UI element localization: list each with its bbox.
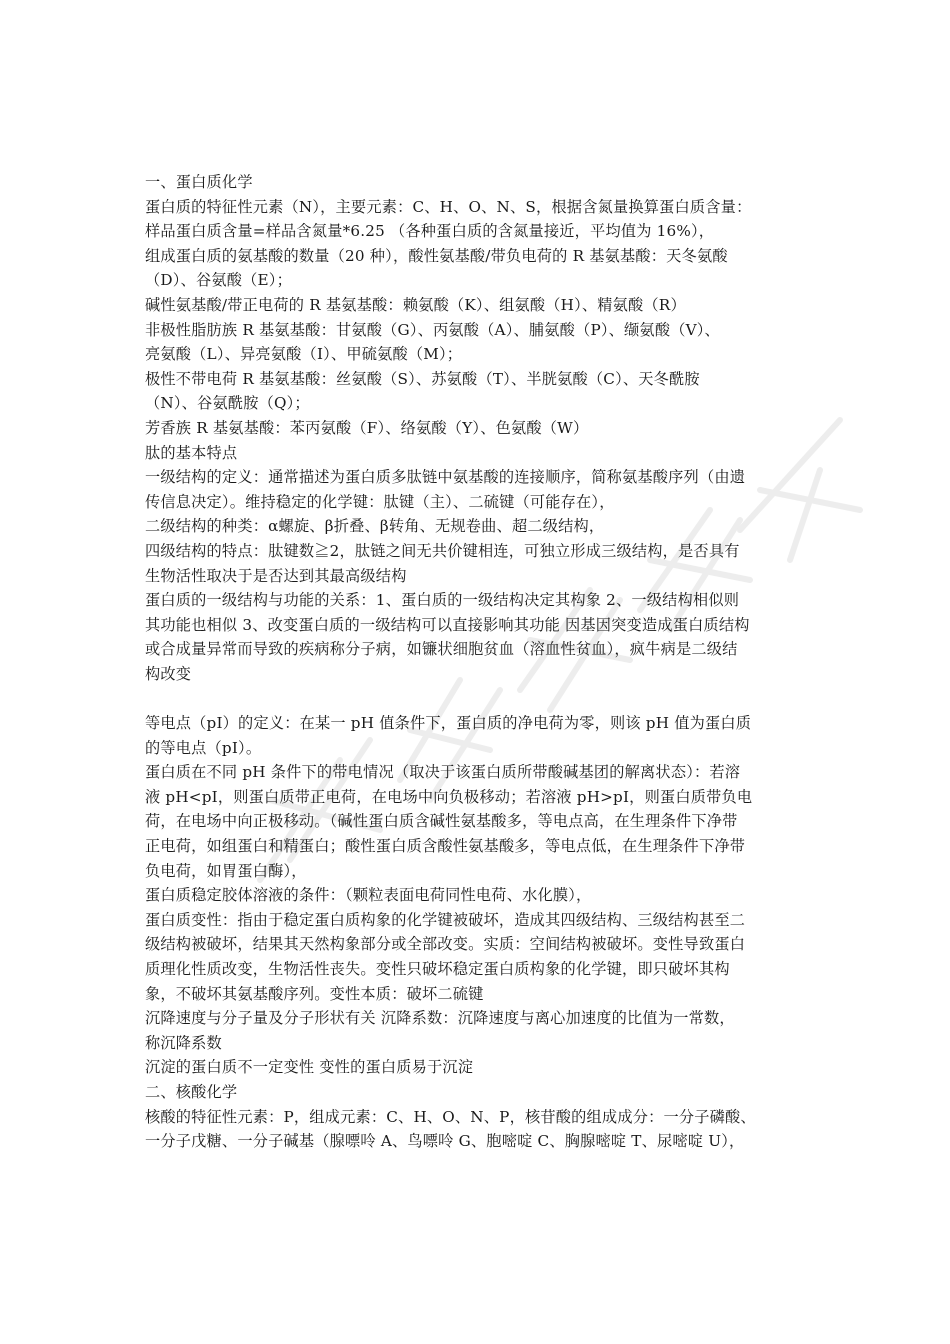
text-line: 沉淀的蛋白质不一定变性 变性的蛋白质易于沉淀 [145, 1058, 474, 1077]
text-line: 负电荷，如胃蛋白酶）， [145, 861, 307, 880]
text-line: 亮氨酸（L）、异亮氨酸（I）、甲硫氨酸（M）； [145, 345, 463, 364]
text-line: 级结构被破坏，结果其天然构象部分或全部改变。实质：空间结构被破坏。变性导致蛋白 [145, 935, 746, 954]
text-line: 非极性脂肪族 R 基氨基酸：甘氨酸（G）、丙氨酸（A）、脯氨酸（P）、缬氨酸（V）、 [145, 320, 720, 339]
text-line: 象，不破坏其氨基酸序列。变性本质：破坏二硫键 [145, 984, 484, 1003]
text-line: 蛋白质稳定胶体溶液的条件：（颗粒表面电荷同性电荷、水化膜）， [145, 886, 592, 905]
text-line: 蛋白质在不同 pH 条件下的带电情况（取决于该蛋白质所带酸碱基团的解离状态）：若溶 [145, 763, 741, 782]
text-line: 蛋白质变性：指由于稳定蛋白质构象的化学键被破坏，造成其四级结构、三级结构甚至二 [145, 910, 746, 929]
text-line: 一、蛋白质化学 [145, 173, 253, 191]
text-line: 碱性氨基酸/带正电荷的 R 基氨基酸：赖氨酸（K）、组氨酸（H）、精氨酸（R） [145, 295, 686, 314]
text-line: 肽的基本特点 [145, 443, 238, 462]
text-line: （N）、谷氨酰胺（Q）； [145, 394, 310, 413]
text-line: 构改变 [145, 664, 192, 683]
text-line: 生物活性取决于是否达到其最高级结构 [145, 566, 407, 585]
text-line: 极性不带电荷 R 基氨基酸：丝氨酸（S）、苏氨酸（T）、半胱氨酸（C）、天冬酰胺 [145, 369, 700, 388]
text-line: 荷，在电场中向正极移动。（碱性蛋白质含碱性氨基酸多，等电点高，在生理条件下净带 [145, 812, 738, 831]
text-line: 的等电点（pI）。 [145, 738, 262, 757]
text-line: 组成蛋白质的氨基酸的数量（20 种），酸性氨基酸/带负电荷的 R 基氨基酸：天冬氨酸 [145, 246, 728, 265]
text-line: 传信息决定）。维持稳定的化学键：肽键（主）、二硫键（可能存在）， [145, 492, 615, 511]
document-body [145, 170, 813, 1154]
text-line: 称沉降系数 [145, 1033, 222, 1052]
text-line: 或合成量异常而导致的疾病称分子病，如镰状细胞贫血（溶血性贫血），疯牛病是二级结 [145, 640, 738, 659]
text-line: 液 pH<pI，则蛋白质带正电荷，在电场中向负极移动；若溶液 pH>pI，则蛋白质带负电 [145, 787, 753, 806]
blank-line [145, 686, 813, 711]
text-line: 正电荷，如组蛋白和精蛋白；酸性蛋白质含酸性氨基酸多，等电点低，在生理条件下净带 [145, 837, 746, 856]
text-line: 蛋白质的一级结构与功能的关系：1、蛋白质的一级结构决定其构象 2、一级结构相似则 [145, 591, 740, 610]
text-line: 沉降速度与分子量及分子形状有关 沉降系数：沉降速度与离心加速度的比值为一常数， [145, 1009, 735, 1028]
text-line: 一分子戊糖、一分子碱基（腺嘌呤 A、鸟嘌呤 G、胞嘧啶 C、胸腺嘧啶 T、尿嘧啶 U）， [145, 1132, 745, 1151]
text-line: 二、核酸化学 [145, 1082, 238, 1101]
text-line: 质理化性质改变，生物活性丧失。变性只破坏稳定蛋白质构象的化学键，即只破坏其构 [145, 960, 730, 978]
text-line: （D）、谷氨酸（E）； [145, 271, 292, 290]
text-line: 其功能也相似 3、改变蛋白质的一级结构可以直接影响其功能 因基因突变造成蛋白质结构 [145, 615, 750, 634]
text-line: 蛋白质的特征性元素（N），主要元素：C、H、O、N、S，根据含氮量换算蛋白质含量： [145, 197, 752, 216]
text-line: 样品蛋白质含量=样品含氮量*6.25 （各种蛋白质的含氮量接近，平均值为 16%）， [145, 222, 715, 241]
text-line: 等电点（pI）的定义：在某一 pH 值条件下，蛋白质的净电荷为零，则该 pH 值为蛋白质 [145, 714, 752, 733]
text-line: 二级结构的种类：α螺旋、β折叠、β转角、无规卷曲、超二级结构， [145, 517, 605, 536]
text-line: 芳香族 R 基氨基酸：苯丙氨酸（F）、络氨酸（Y）、色氨酸（W） [145, 418, 589, 437]
text-line: 四级结构的特点：肽键数≧2，肽链之间无共价键相连，可独立形成三级结构，是否具有 [145, 541, 740, 560]
text-line: 核酸的特征性元素：P，组成元素：C、H、O、N、P，核苷酸的组成成分：一分子磷酸、 [145, 1107, 756, 1126]
text-line: 一级结构的定义：通常描述为蛋白质多肽链中氨基酸的连接顺序，简称氨基酸序列（由遗 [145, 468, 746, 487]
